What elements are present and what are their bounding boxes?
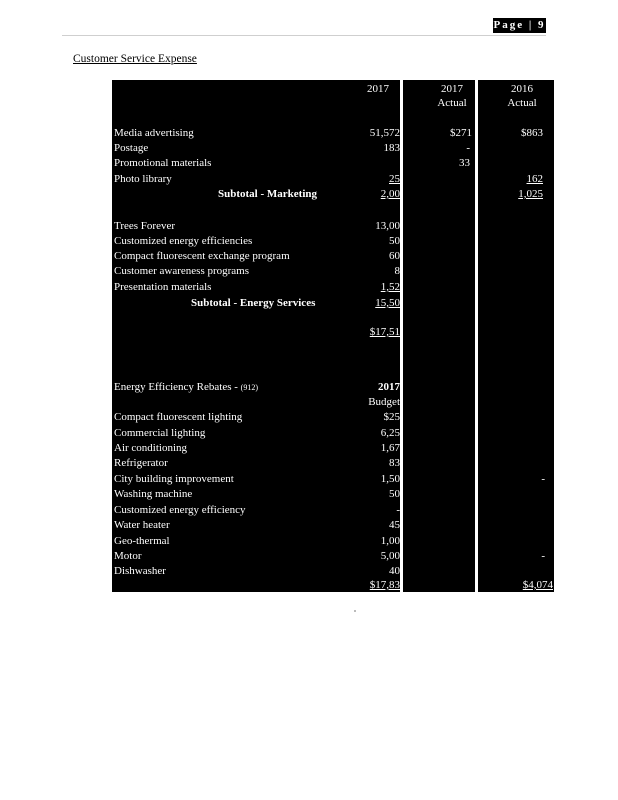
row-label: Motor <box>114 550 142 562</box>
row-label: Customer awareness programs <box>114 265 250 277</box>
row-value-2017-actual: - <box>466 142 470 154</box>
row-value-2017-actual: 33 <box>459 157 470 169</box>
row-label: Photo library <box>114 173 172 185</box>
row-value-2017: 6,25 <box>380 427 400 439</box>
page-number-label: Page | 9 <box>493 19 546 31</box>
rebates-total-2017: $17,83 <box>369 579 400 591</box>
row-value-2016-actual: 162 <box>526 173 543 185</box>
row-label: Water heater <box>114 519 170 531</box>
row-value-2017: 1,50 <box>380 473 400 485</box>
row-value-2017: 40 <box>389 565 400 577</box>
row-value-2016-actual: - <box>541 473 545 485</box>
row-label: Dishwasher <box>114 565 166 577</box>
row-label: Compact fluorescent exchange program <box>114 250 290 262</box>
row-label: Postage <box>114 142 149 154</box>
row-label: Promotional materials <box>114 157 212 169</box>
subtotal-marketing-2016: 1,025 <box>518 188 543 200</box>
row-label: Customized energy efficiencies <box>114 235 253 247</box>
row-value-2016-actual: - <box>541 550 545 562</box>
row-label: Presentation materials <box>114 281 212 293</box>
subtotal-energy-services-label: Subtotal - Energy Services <box>191 297 316 309</box>
row-label: Geo-thermal <box>114 535 170 547</box>
row-value-2017: 51,572 <box>369 127 400 139</box>
row-label: Air conditioning <box>114 442 188 454</box>
row-label: Commercial lighting <box>114 427 206 439</box>
row-value-2017: 45 <box>389 519 400 531</box>
rebates-title-text: Energy Efficiency Rebates - <box>114 381 238 393</box>
col-header-2017-actual: 2017 <box>441 83 463 95</box>
scan-speck <box>354 610 356 612</box>
row-value-2017-actual: $271 <box>450 127 472 139</box>
subtotal-marketing-label: Subtotal - Marketing <box>218 188 317 200</box>
header-divider <box>62 35 546 36</box>
row-value-2017: 1,52 <box>380 281 400 293</box>
rebates-col-header-budget: Budget <box>368 396 400 408</box>
row-value-2017: 83 <box>389 457 400 469</box>
customer-service-total-2017: $17,51 <box>369 326 400 338</box>
rebates-account-code: (912) <box>240 383 258 392</box>
section-title: Customer Service Expense <box>73 53 197 65</box>
row-value-2017: 8 <box>394 265 400 277</box>
rebates-section-title <box>114 381 258 394</box>
row-label: Customized energy efficiency <box>114 504 246 516</box>
row-label: Compact fluorescent lighting <box>114 411 243 423</box>
col-header-2017: 2017 <box>367 83 389 95</box>
row-value-2017: - <box>396 504 400 516</box>
row-value-2017: 1,67 <box>380 442 400 454</box>
row-label: Refrigerator <box>114 457 168 469</box>
subtotal-energy-services-2017: 15,50 <box>375 297 400 309</box>
row-value-2017: 60 <box>389 250 400 262</box>
column-gap-1 <box>400 80 403 592</box>
row-value-2017: 5,00 <box>380 550 400 562</box>
row-label: City building improvement <box>114 473 234 485</box>
subtotal-marketing-2017: 2,00 <box>380 188 400 200</box>
row-label: Media advertising <box>114 127 194 139</box>
row-value-2016-actual: $863 <box>521 127 543 139</box>
row-value-2017: $25 <box>383 411 400 423</box>
col-header-2016-actual-sub: Actual <box>507 97 537 109</box>
rebates-col-header-2017: 2017 <box>378 381 400 393</box>
row-value-2017: 183 <box>383 142 400 154</box>
row-label: Washing machine <box>114 488 193 500</box>
col-header-2016-actual: 2016 <box>511 83 533 95</box>
row-value-2017: 1,00 <box>380 535 400 547</box>
row-value-2017: 50 <box>389 235 400 247</box>
rebates-total-2016: $4,074 <box>522 579 553 591</box>
row-label: Trees Forever <box>114 220 175 232</box>
row-value-2017: 50 <box>389 488 400 500</box>
row-value-2017: 25 <box>389 173 400 185</box>
col-header-2017-actual-sub: Actual <box>437 97 467 109</box>
row-value-2017: 13,00 <box>375 220 400 232</box>
column-gap-2 <box>475 80 478 592</box>
